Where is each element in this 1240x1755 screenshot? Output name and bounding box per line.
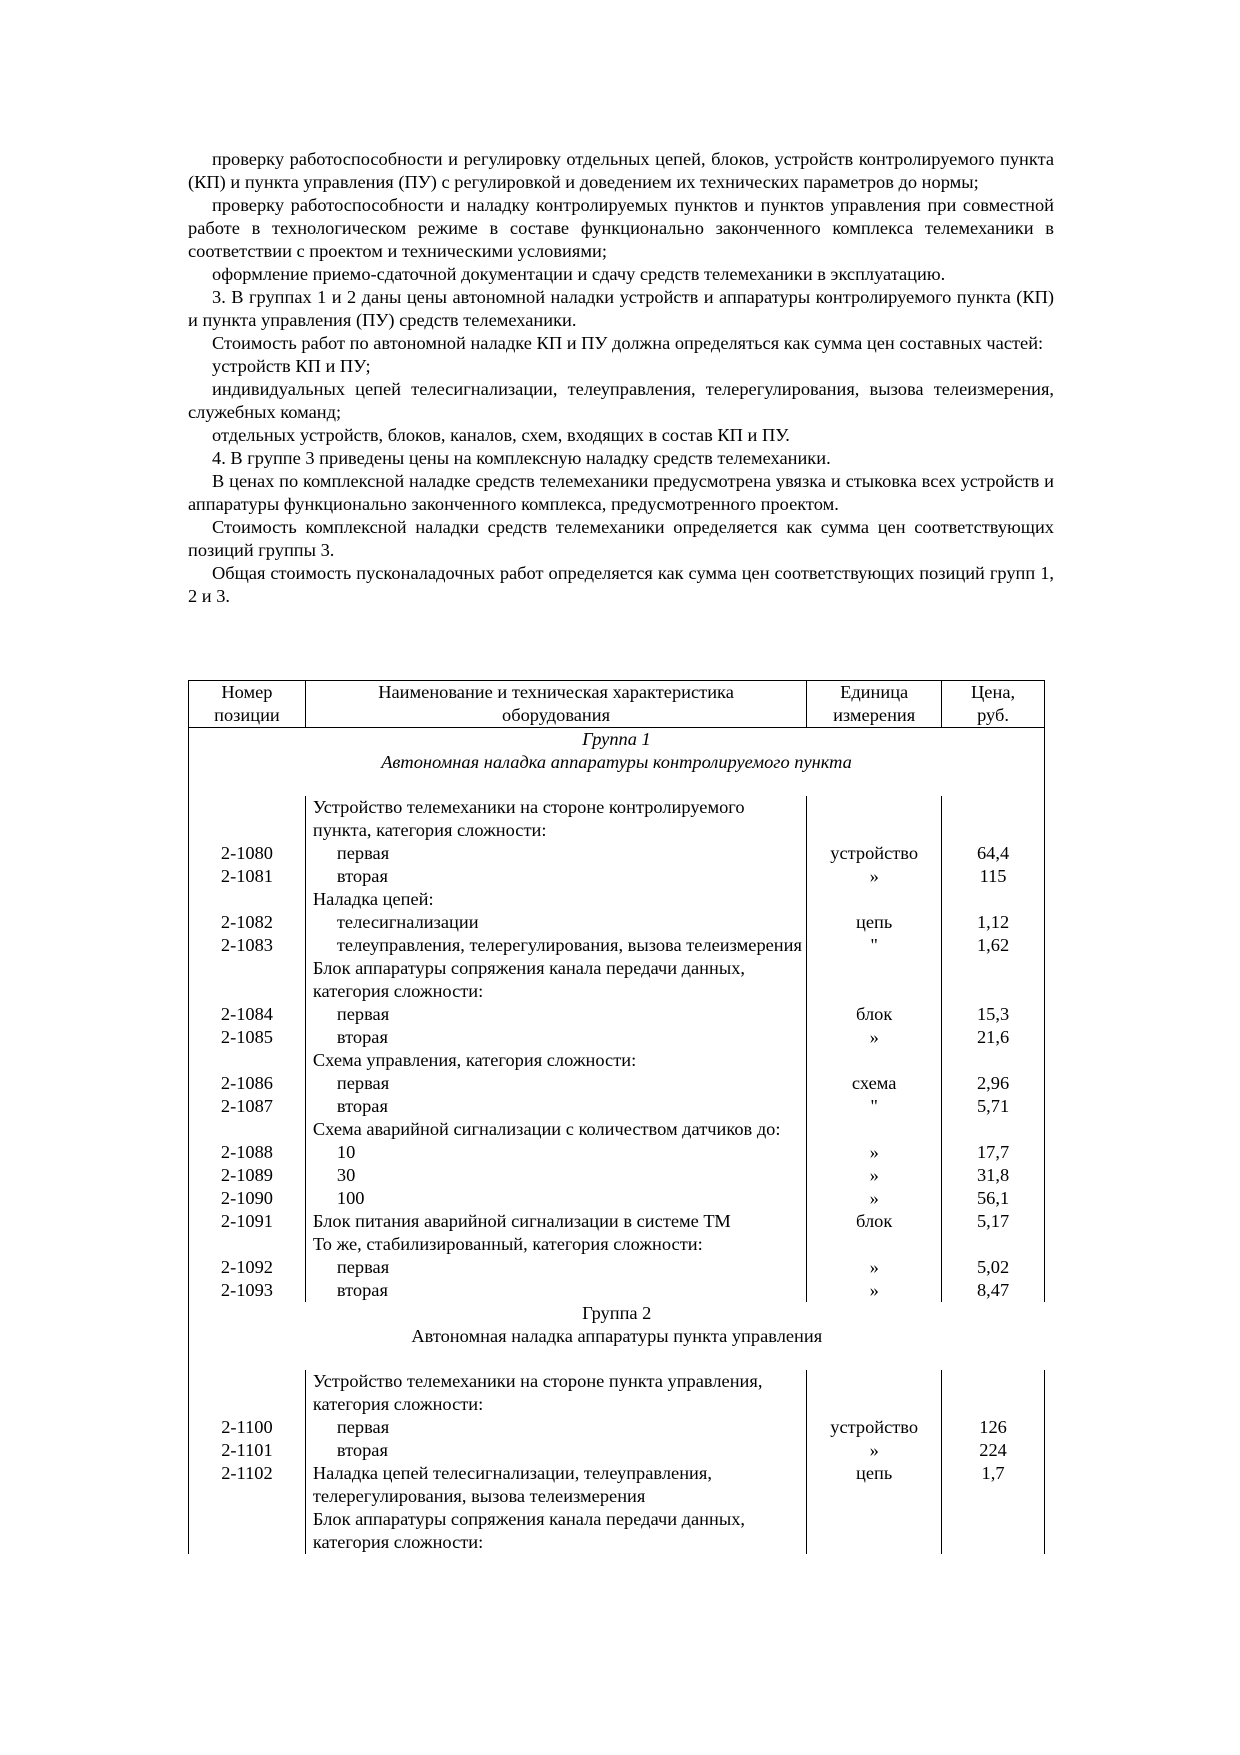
unit-of-measure [807,1049,942,1072]
table-row [189,1439,1045,1462]
paragraph: Стоимость комплексной наладки средств телемеханики определяется как сумма цен соответствующих позиций группы 3. [188,517,1054,560]
position-number: 2-1093 [189,1279,306,1302]
unit-of-measure: устройство [807,1416,942,1439]
group-subtitle: Автономная наладка аппаратуры контролируемого пункта [381,752,852,772]
item-name: первая [305,1416,806,1439]
table-header-row [189,681,1045,728]
price-value: 1,62 [942,934,1045,957]
table-row [189,888,1045,911]
item-name: Наладка цепей телесигнализации, телеуправления, телерегулирования, вызова телеизмерения [305,1462,806,1508]
table-row [189,1370,1045,1416]
table-row [189,1508,1045,1554]
table-row [189,1141,1045,1164]
header-text: Номер [221,682,273,702]
position-number: 2-1083 [189,934,306,957]
price-value: 5,71 [942,1095,1045,1118]
paragraph: оформление приемо-сдаточной документации и сдачу средств телемеханики в эксплуатацию. [212,264,946,284]
header-text: руб. [977,705,1009,725]
header-position [189,681,306,728]
intro-text [188,148,1054,608]
table-row [189,1416,1045,1439]
price-value: 224 [942,1439,1045,1462]
table-row [189,1164,1045,1187]
table-row [189,957,1045,1003]
item-name: вторая [305,1279,806,1302]
table-row [189,1026,1045,1049]
group-title: Группа 1 [582,729,651,749]
price-value: 2,96 [942,1072,1045,1095]
price-value [942,796,1045,842]
table-row [189,1187,1045,1210]
unit-of-measure: цепь [807,1462,942,1508]
paragraph: Стоимость работ по автономной наладке КП и ПУ должна определяться как сумма цен составных частей: [212,333,1044,353]
price-value: 1,12 [942,911,1045,934]
position-number: 2-1092 [189,1256,306,1279]
header-text: позиции [214,705,280,725]
item-name: Блок аппаратуры сопряжения канала передачи данных, категория сложности: [305,1508,806,1554]
position-number [189,1049,306,1072]
unit-of-measure: » [807,865,942,888]
table-row [189,1072,1045,1095]
unit-of-measure: цепь [807,911,942,934]
price-value [942,1508,1045,1554]
price-value [942,1049,1045,1072]
price-value: 8,47 [942,1279,1045,1302]
item-name: вторая [305,1026,806,1049]
item-name: телеуправления, телерегулирования, вызова телеизмерения [305,934,806,957]
price-value [942,888,1045,911]
unit-of-measure [807,888,942,911]
table-row [189,1279,1045,1302]
header-unit [807,681,942,728]
item-name: 30 [305,1164,806,1187]
position-number: 2-1091 [189,1210,306,1233]
position-number [189,1233,306,1256]
price-value: 56,1 [942,1187,1045,1210]
spacer-row [189,1348,1045,1370]
unit-of-measure [807,957,942,1003]
price-value: 31,8 [942,1164,1045,1187]
position-number: 2-1087 [189,1095,306,1118]
item-name: вторая [305,865,806,888]
unit-of-measure: устройство [807,842,942,865]
unit-of-measure: » [807,1187,942,1210]
position-number: 2-1100 [189,1416,306,1439]
table-row [189,1049,1045,1072]
group-title: Группа 2 [582,1303,652,1323]
table-row [189,1003,1045,1026]
spacer-row [189,774,1045,796]
table-body [189,728,1045,1555]
unit-of-measure: " [807,1095,942,1118]
group-heading-row [189,728,1045,775]
unit-of-measure: » [807,1026,942,1049]
position-number: 2-1088 [189,1141,306,1164]
table-row [189,911,1045,934]
unit-of-measure [807,1118,942,1141]
group-subtitle: Автономная наладка аппаратуры пункта управления [411,1326,823,1346]
position-number: 2-1102 [189,1462,306,1508]
price-value: 21,6 [942,1026,1045,1049]
position-number: 2-1089 [189,1164,306,1187]
position-number: 2-1090 [189,1187,306,1210]
position-number: 2-1101 [189,1439,306,1462]
group-heading [189,1302,1045,1348]
unit-of-measure: » [807,1279,942,1302]
paragraph: проверку работоспособности и наладку контролируемых пунктов и пунктов управления при совместной работе в технологическом режиме в составе функционально законченного комплекса телемеханики в соответствии с проектом и техническими условиями; [188,195,1054,261]
item-name: вторая [305,1095,806,1118]
paragraph: В ценах по комплексной наладке средств телемеханики предусмотрена увязка и стыковка всех устройств и аппаратуры функционально законченного комплекса, предусмотренного проектом. [188,471,1054,514]
header-text: измерения [833,705,916,725]
item-name: Блок аппаратуры сопряжения канала передачи данных, категория сложности: [305,957,806,1003]
unit-of-measure: блок [807,1210,942,1233]
header-text: Единица [840,682,909,702]
position-number: 2-1085 [189,1026,306,1049]
unit-of-measure [807,1370,942,1416]
unit-of-measure: » [807,1164,942,1187]
position-number: 2-1082 [189,911,306,934]
price-value [942,1370,1045,1416]
price-value: 15,3 [942,1003,1045,1026]
price-value: 5,17 [942,1210,1045,1233]
unit-of-measure [807,1508,942,1554]
header-text: Наименование и техническая характеристика [378,682,734,702]
price-value: 1,7 [942,1462,1045,1508]
position-number [189,1370,306,1416]
table-row [189,1256,1045,1279]
price-value: 64,4 [942,842,1045,865]
table-row [189,842,1045,865]
unit-of-measure: » [807,1141,942,1164]
unit-of-measure [807,796,942,842]
item-name: 100 [305,1187,806,1210]
table-row [189,1210,1045,1233]
item-name: первая [305,1072,806,1095]
unit-of-measure: » [807,1439,942,1462]
table-row [189,1233,1045,1256]
price-value: 5,02 [942,1256,1045,1279]
table-row [189,865,1045,888]
item-name: Устройство телемеханики на стороне пункта управления, категория сложности: [305,1370,806,1416]
group-heading-row [189,1302,1045,1348]
table-row [189,1095,1045,1118]
item-name: первая [305,842,806,865]
spacer [189,1348,1045,1370]
price-value [942,957,1045,1003]
group-heading [189,728,1045,775]
unit-of-measure [807,1233,942,1256]
position-number: 2-1084 [189,1003,306,1026]
paragraph: 4. В группе 3 приведены цены на комплексную наладку средств телемеханики. [212,448,831,468]
position-number [189,1118,306,1141]
paragraph: устройств КП и ПУ; [212,356,371,376]
position-number: 2-1080 [189,842,306,865]
unit-of-measure: блок [807,1003,942,1026]
price-value [942,1233,1045,1256]
header-text: Цена, [971,682,1016,702]
paragraph: индивидуальных цепей телесигнализации, телеуправления, телерегулирования, вызова телеизмерения, служебных команд; [188,379,1054,422]
position-number [189,957,306,1003]
unit-of-measure: » [807,1256,942,1279]
spacer [189,774,1045,796]
paragraph: Общая стоимость пусконаладочных работ определяется как сумма цен соответствующих позиций групп 1, 2 и 3. [188,563,1054,606]
price-value: 17,7 [942,1141,1045,1164]
table-row [189,1462,1045,1508]
header-text: оборудования [502,705,611,725]
item-name: Устройство телемеханики на стороне контролируемого пункта, категория сложности: [305,796,806,842]
paragraph: отдельных устройств, блоков, каналов, схем, входящих в состав КП и ПУ. [212,425,790,445]
price-value: 115 [942,865,1045,888]
paragraph: проверку работоспособности и регулировку отдельных цепей, блоков, устройств контролируемого пункта (КП) и пункта управления (ПУ) с регулировкой и доведением их технических параметров до нормы; [188,149,1054,192]
item-name: первая [305,1003,806,1026]
unit-of-measure: схема [807,1072,942,1095]
item-name: Блок питания аварийной сигнализации в системе ТМ [305,1210,806,1233]
item-name: Наладка цепей: [305,888,806,911]
paragraph: 3. В группах 1 и 2 даны цены автономной наладки устройств и аппаратуры контролируемого пункта (КП) и пункта управления (ПУ) средств телемеханики. [188,287,1054,330]
table-row [189,796,1045,842]
item-name: Схема управления, категория сложности: [305,1049,806,1072]
position-number [189,796,306,842]
position-number [189,1508,306,1554]
item-name: То же, стабилизированный, категория сложности: [305,1233,806,1256]
position-number: 2-1086 [189,1072,306,1095]
price-value: 126 [942,1416,1045,1439]
price-table [188,680,1045,1554]
unit-of-measure: " [807,934,942,957]
position-number [189,888,306,911]
table-row [189,1118,1045,1141]
header-name [305,681,806,728]
position-number: 2-1081 [189,865,306,888]
price-value [942,1118,1045,1141]
item-name: 10 [305,1141,806,1164]
item-name: первая [305,1256,806,1279]
item-name: телесигнализации [305,911,806,934]
header-price [942,681,1045,728]
table-row [189,934,1045,957]
item-name: Схема аварийной сигнализации с количеством датчиков до: [305,1118,806,1141]
item-name: вторая [305,1439,806,1462]
